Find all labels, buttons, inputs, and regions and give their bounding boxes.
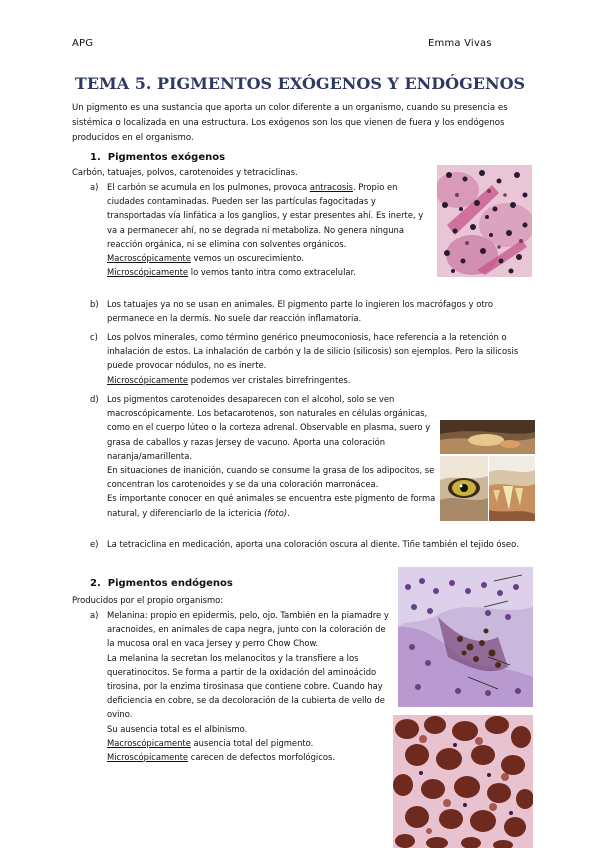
melanin-epidermis-histology-image <box>398 567 533 707</box>
item-marker: a) <box>90 182 99 192</box>
section1-heading <box>90 152 225 163</box>
item-marker: d) <box>90 394 99 404</box>
yellow-teeth-image <box>489 456 535 521</box>
section2-heading <box>90 578 233 589</box>
section1-item-e: e) La tetraciclina en medicación, aporta una coloración oscura al diente. Tiñe también el tejido óseo. <box>107 537 527 551</box>
section1-lead: Carbón, tatuajes, polvos, carotenoides y tetraciclinas. <box>72 167 298 177</box>
section2-title: Pigmentos endógenos <box>107 578 233 589</box>
item-marker: c) <box>90 332 98 342</box>
item-marker: b) <box>90 299 99 309</box>
anthracosis-histology-image <box>437 165 532 277</box>
jaundice-eye-image <box>440 456 488 521</box>
item-marker: e) <box>90 539 99 549</box>
section1-number: 1. <box>90 152 101 163</box>
header-right: Emma Vivas <box>428 38 492 49</box>
term-antracosis: antracosis <box>309 182 353 192</box>
section1-item-c: c) Los polvos minerales, como término genérico pneumoconiosis, hace referencia a la retención o inhalación de estos. La inhalación de carbón y la de silicio (silicosis) son ejemplos. Pero la silicosis puede provocar nódulos, no es inerte. Microscópicamente podemos ver cristales birrefringentes. <box>90 332 519 385</box>
header-left: APG <box>72 38 94 49</box>
melanocytes-histology-image <box>393 715 533 848</box>
section2-number: 2. <box>90 578 101 589</box>
carotenoid-mouth-image <box>440 420 535 454</box>
section1-item-a: a) El carbón se acumula en los pulmones, provoca antracosis. Propio en ciudades contaminadas. Pueden ser las partículas fagocitadas y transportadas vía linfática a los ganglios, y estar presentes ahí. Es inerte, y va a permanecer ahí, no se degrada ni metaboliza. No genera ninguna reacción orgánica, ni se elimina con solventes orgánicos. Macroscópicamente vemos un oscurecimiento. Microscópicamente lo vemos tanto intra como extracelular. <box>90 182 424 278</box>
section2-item-a: a) Melanina: propio en epidermis, pelo, ojo. También en la piamadre y aracnoides, en animales de capa negra, junto con la coloración de la mucosa oral en vaca Jersey y perro Chow Chow. La melanina la secretan los melanocitos y la transfiere a los queratinocitos. Se forma a partir de la oxidación del aminoácido tirosina, por la enzima tirosinasa que contiene cobre. Cuando hay deficiencia en cobre, se da decoloración de la cubierta de vello de ovino. Su ausencia total es el albinismo. Macroscópicamente ausencia total del pigmento. Microscópicamente carecen de defectos morfológicos. <box>90 610 389 763</box>
section2-lead: Producidos por el propio organismo: <box>72 595 224 605</box>
section1-title: Pigmentos exógenos <box>107 152 226 163</box>
intro-paragraph: Un pigmento es una sustancia que aporta un color diferente a un organismo, cuando su presencia es sistémica o localizada en una estructura. Los exógenos son los que vienen de fuera y los endógenos producidos en el organismo. <box>72 103 508 143</box>
foto-reference: (foto) <box>264 507 288 518</box>
section1-item-d: d) Los pigmentos carotenoides desaparecen con el alcohol, solo se ven macroscópicamente. Los betacarotenos, son naturales en células orgánicas, como en el cuerpo lúteo o la corteza adrenal. Observable en plasma, suero y grasa de caballos y razas Jersey de vacuno. Aporta una coloración naranja/amarillenta. En situaciones de inanición, cuando se consume la grasa de los adipocitos, se concentran los carotenoides y se da una coloración marronácea. Es importante conocer en qué animales se encuentra este pigmento de forma natural, y diferenciarlo de la ictericia (foto). <box>90 394 436 518</box>
section1-item-b: b) Los tatuajes ya no se usan en animales. El pigmento parte lo ingieren los macrófagos y otro permanece en la dermis. No suele dar reacción inflamatoria. <box>90 299 494 324</box>
page-title: TEMA 5. PIGMENTOS EXÓGENOS Y ENDÓGENOS <box>74 74 526 93</box>
item-marker: a) <box>90 610 99 620</box>
